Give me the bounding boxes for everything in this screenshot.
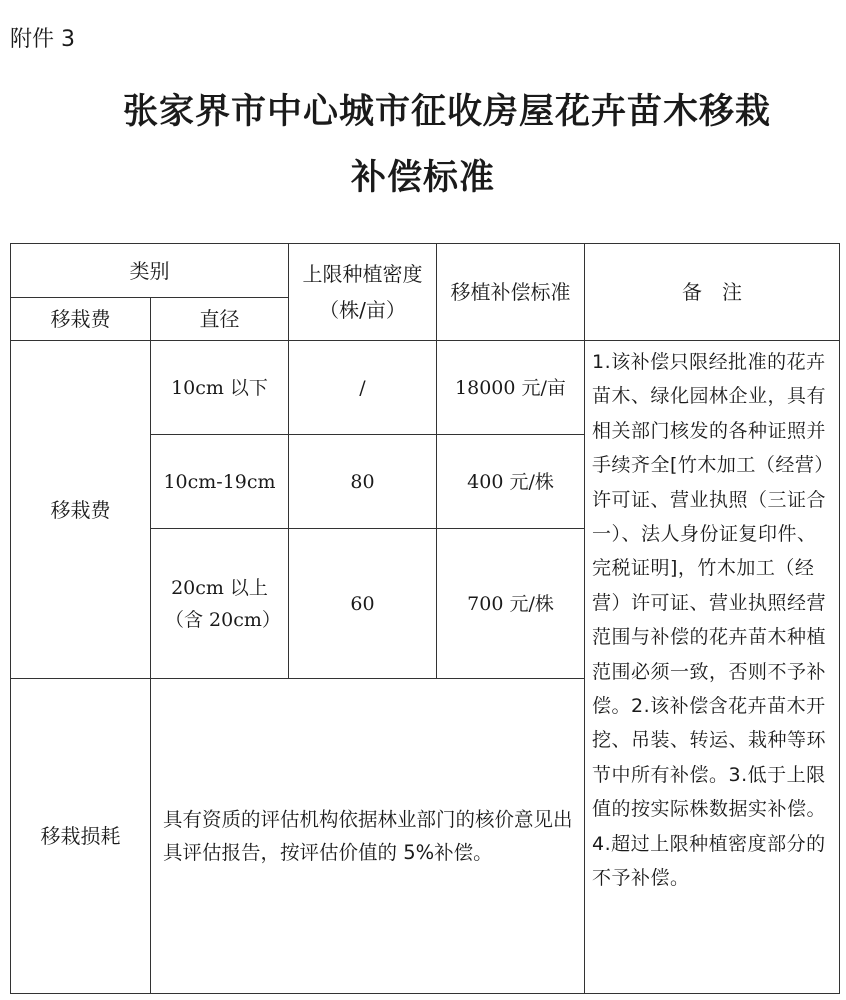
diameter-cell: 20cm 以上（含 20cm） bbox=[151, 529, 289, 679]
table-row bbox=[11, 341, 840, 435]
header-diameter: 直径 bbox=[151, 298, 289, 341]
remarks-cell: 1.该补偿只限经批准的花卉苗木、绿化园林企业，具有相关部门核发的各种证照并手续齐全[竹木加工（经营）许可证、营业执照（三证合一）、法人身份证复印件、完税证明]，竹木加工（经营）许可证、营业执照经营范围与补偿的花卉苗木种植范围必须一致，否则不予补偿。2.该补偿含花卉苗木开挖、吊装、转运、栽种等环节中所有补偿。3.低于上限值的按实际株数据实补偿。4.超过上限种植密度部分的不予补偿。 bbox=[585, 341, 840, 994]
header-category: 类别 bbox=[11, 244, 289, 298]
header-remarks: 备 注 bbox=[585, 244, 840, 341]
loss-description: 具有资质的评估机构依据林业部门的核价意见出具评估报告，按评估价值的 5%补偿。 bbox=[151, 679, 585, 994]
compensation-cell: 700 元/株 bbox=[437, 529, 585, 679]
compensation-cell: 18000 元/亩 bbox=[437, 341, 585, 435]
density-cell: 60 bbox=[289, 529, 437, 679]
density-cell: / bbox=[289, 341, 437, 435]
document-title-line-1: 张家界市中心城市征收房屋花卉苗木移栽 bbox=[122, 92, 771, 132]
attachment-label: 附件 3 bbox=[10, 27, 75, 52]
diameter-cell: 10cm 以下 bbox=[151, 341, 289, 435]
diameter-cell: 10cm-19cm bbox=[151, 435, 289, 529]
document-title-line-2: 补偿标准 bbox=[350, 158, 495, 198]
loss-label: 移栽损耗 bbox=[11, 679, 151, 994]
header-compensation: 移植补偿标准 bbox=[437, 244, 585, 341]
header-fee: 移栽费 bbox=[11, 298, 151, 341]
header-density: 上限种植密度（株/亩） bbox=[289, 244, 437, 341]
density-cell: 80 bbox=[289, 435, 437, 529]
compensation-cell: 400 元/株 bbox=[437, 435, 585, 529]
compensation-table bbox=[10, 243, 840, 994]
fee-label: 移栽费 bbox=[11, 341, 151, 679]
